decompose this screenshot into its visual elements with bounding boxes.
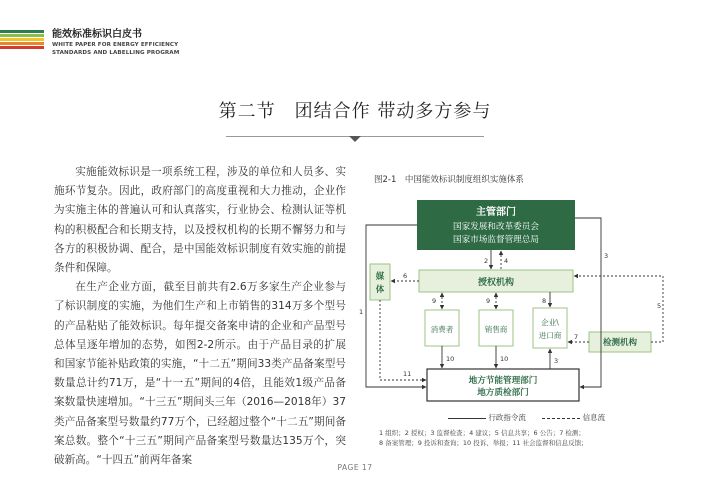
arrow-label-2: 2: [484, 257, 489, 265]
arrow-label-3a: 3: [604, 252, 609, 260]
arrow-label-6: 6: [403, 272, 408, 280]
arrow-label-9b: 9: [486, 297, 491, 305]
arrow-label-8: 8: [542, 297, 547, 305]
arrow-label-7: 7: [574, 333, 579, 341]
header-title-cn: 能效标准标识白皮书: [52, 29, 142, 40]
media-label-2: 体: [375, 285, 385, 295]
consumer-label: 消费者: [430, 325, 454, 334]
figure-note-2: 8 备案管理；9 投诉和查询；10 投诉、举报；11 社会监督和信息反馈；: [379, 439, 588, 447]
figure-legend: [448, 412, 605, 423]
arrow-label-10b: 10: [500, 355, 509, 363]
body-text: [54, 163, 346, 470]
testing-agency-label: 检测机构: [602, 338, 638, 348]
local-dept-label-1: 地方节能管理部门: [468, 376, 538, 386]
figure-notes: [379, 428, 679, 448]
retailer-label: 销售商: [484, 325, 508, 334]
arrow-label-11: 11: [403, 370, 412, 378]
org-diagram: [359, 190, 683, 410]
figure-note-1: 1 组织；2 授权；3 监督检查；4 建议；5 信息共享；6 公告；7 检测；: [379, 429, 585, 437]
arrow-label-3b: 3: [554, 357, 559, 365]
arrow-label-9a: 9: [432, 297, 437, 305]
enterprise-box: [533, 308, 567, 348]
arrow-label-4: 4: [504, 257, 509, 265]
legend-solid-line: [448, 418, 486, 419]
competent-dept-title: 主管部门: [476, 207, 516, 218]
local-dept-label-2: 地方质检部门: [477, 388, 529, 398]
legend-admin-label: 行政指令流: [488, 413, 526, 422]
competent-dept-samr: 国家市场监督管理总局: [453, 235, 539, 245]
figure-title: 图2-1 中国能效标识制度组织实施体系: [374, 175, 524, 185]
paragraph-1: 实施能效标识是一项系统工程，涉及的单位和人员多、实施环节复杂。因此，政府部门的高度重视和大力推动，企业作为实施主体的普遍认可和认真落实，行业协会、检测认证等机构的积极配合和长期支持，以及授权机构的长期不懈努力和与各方的积极协调、配合，是中国能效标识制度有效实施的前提条件和保障。: [54, 166, 346, 275]
arrow-label-1: 1: [359, 308, 364, 316]
header-title-en-2: STANDARDS AND LABELLING PROGRAM: [52, 50, 180, 56]
arrow-label-5: 5: [657, 302, 662, 310]
header-color-stripes: [0, 30, 44, 50]
legend-info-label: 信息流: [582, 413, 606, 422]
arrow-label-10a: 10: [446, 355, 455, 363]
enterprise-label-2: 进口商: [538, 331, 562, 340]
header-title-en-1: WHITE PAPER FOR ENERGY EFFICIENCY: [52, 42, 179, 48]
title-divider-marker: [349, 136, 361, 142]
media-label-1: 媒: [375, 272, 385, 282]
legend-dashed-line: [542, 418, 580, 419]
section-title: 第二节 团结合作 带动多方参与: [218, 101, 492, 122]
authorized-agency-label: 授权机构: [477, 278, 515, 288]
page-number: PAGE 17: [337, 463, 373, 472]
header-brand: [52, 28, 179, 57]
paragraph-2: 在生产企业方面，截至目前共有2.6万多家生产企业参与了标识制度的实施，为他们生产和上市销售的314万多个型号的产品粘贴了能效标识。每年提交备案申请的企业和产品型号总体呈逐年增加的态势，如图2-2所示。由于产品目录的扩展和国家节能补贴政策的实施，“十二五”期间33类产品备案型号数量总计约71万，是“十一五”期间的4倍，且能效1级产品备案数量快速增加。“十三五”期间头三年（2016—2018年）37类产品备案型号数量约77万个，已经超过整个“十二五”期间备案总数。整个“十三五”期间产品备案型号数量达135万个，突破新高。“十四五”前两年备案: [54, 281, 346, 467]
competent-dept-ndrc: 国家发展和改革委员会: [453, 222, 539, 232]
enterprise-label-1: 企业\: [541, 318, 559, 327]
